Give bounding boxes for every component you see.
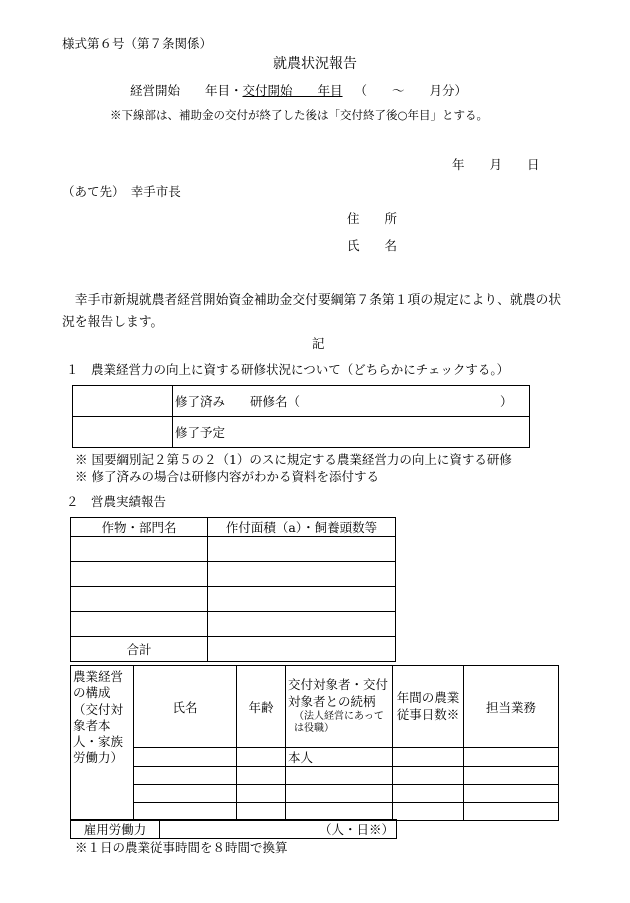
period-part2: 交付開始 年目 [242,83,343,98]
member-name-cell[interactable] [134,767,237,785]
member-age-cell[interactable] [237,785,286,803]
area-cell[interactable] [208,612,396,637]
member-duty-cell[interactable] [464,767,559,785]
form-number: 様式第６号（第７条関係） [62,36,213,51]
member-relation-cell[interactable] [286,803,393,821]
crop-cell[interactable] [71,587,208,612]
member-name-cell[interactable] [134,803,237,821]
training-planned-label: 修了予定 [175,425,226,440]
age-header [237,666,286,748]
training-planned [173,417,530,448]
section1-heading: １ 農業経営力の向上に資する研修状況について（どちらかにチェックする。） [66,362,510,377]
member-relation-cell[interactable] [286,767,393,785]
member-duty-cell[interactable] [464,803,559,821]
member-relation-cell[interactable] [286,785,393,803]
name-header-label: 氏名 [172,699,198,715]
training-completed [173,386,530,417]
hired-labor-table [70,819,397,839]
member-age-cell[interactable] [237,803,286,821]
period-line [130,81,467,99]
total-label: 合計 [126,642,152,657]
checkbox-cell-completed[interactable] [73,386,173,417]
member-duty-cell[interactable] [464,748,559,767]
duty-header-label: 担当業務 [485,699,536,715]
age-header-label: 年齢 [248,699,274,715]
training-completed-label: 修了済み 研修名（ ） [175,394,513,409]
checkbox-cell-planned[interactable] [73,417,173,448]
hired-label: 雇用労働力 [83,822,147,837]
section1-note1: ※ 国要綱別記２第５の２（1）のスに規定する農業経営力の向上に資する研修 [75,452,512,467]
total-cell [71,637,208,662]
crop-header-label: 作物・部門名 [101,520,177,535]
composition-table [70,665,559,821]
crop-cell[interactable] [71,612,208,637]
period-part3: （ ～ 月分） [354,83,468,98]
days-header [393,666,464,748]
name-label: 氏 名 [347,238,398,253]
addressee: （あて先） 幸手市長 [62,184,181,199]
member-relation-cell [286,748,393,767]
name-header [134,666,237,748]
area-header-label: 作付面積（a）・飼養頭数等 [225,520,378,535]
hired-label-cell [71,820,160,839]
document-title: 就農状況報告 [273,56,357,72]
training-table [72,385,530,448]
self-label: 本人 [288,750,314,765]
section2-heading: ２ 営農実績報告 [66,494,167,509]
member-days-cell[interactable] [393,748,464,767]
member-age-cell[interactable] [237,767,286,785]
member-days-cell[interactable] [393,803,464,821]
duty-header [464,666,559,748]
member-days-cell[interactable] [393,785,464,803]
member-name-cell[interactable] [134,785,237,803]
relation-header-label: 交付対象者・交付対象者との続柄 [288,677,389,709]
crop-table [70,517,396,662]
period-part1: 経営開始 年目・ [130,83,243,98]
relation-header-note: （法人経営にあっては役職） [294,710,384,735]
date-line: 年 月 日 [452,157,540,172]
area-header [208,518,396,537]
member-days-cell[interactable] [393,767,464,785]
address-label: 住 所 [347,211,398,226]
crop-cell[interactable] [71,562,208,587]
ki: 記 [312,336,325,351]
composition-label [71,666,134,821]
body-text: 幸手市新規就農者経営開始資金補助金交付要綱第７条第１項の規定により、就農の状況を報告します。 [62,293,562,330]
crop-header [71,518,208,537]
days-header-label: 年間の農業従事日数※ [396,689,460,722]
member-duty-cell[interactable] [464,785,559,803]
area-cell[interactable] [208,562,396,587]
hired-value-cell[interactable] [160,820,397,839]
hired-unit: （人・日※） [318,822,394,837]
crop-cell[interactable] [71,537,208,562]
total-area-cell[interactable] [208,637,396,662]
member-age-cell[interactable] [237,748,286,767]
composition-label-text: 農業経営の構成（交付対象者本人・家族労働力） [73,669,124,766]
area-cell[interactable] [208,537,396,562]
area-cell[interactable] [208,587,396,612]
member-name-cell[interactable] [134,748,237,767]
section1-note2: ※ 修了済みの場合は研修内容がわかる資料を添付する [75,469,379,484]
underline-note: ※下線部は、補助金の交付が終了した後は「交付終了後○年目」とする。 [110,108,489,122]
relation-header [286,666,393,748]
section2-footnote: ※１日の農業従事時間を８時間で換算 [75,840,288,855]
